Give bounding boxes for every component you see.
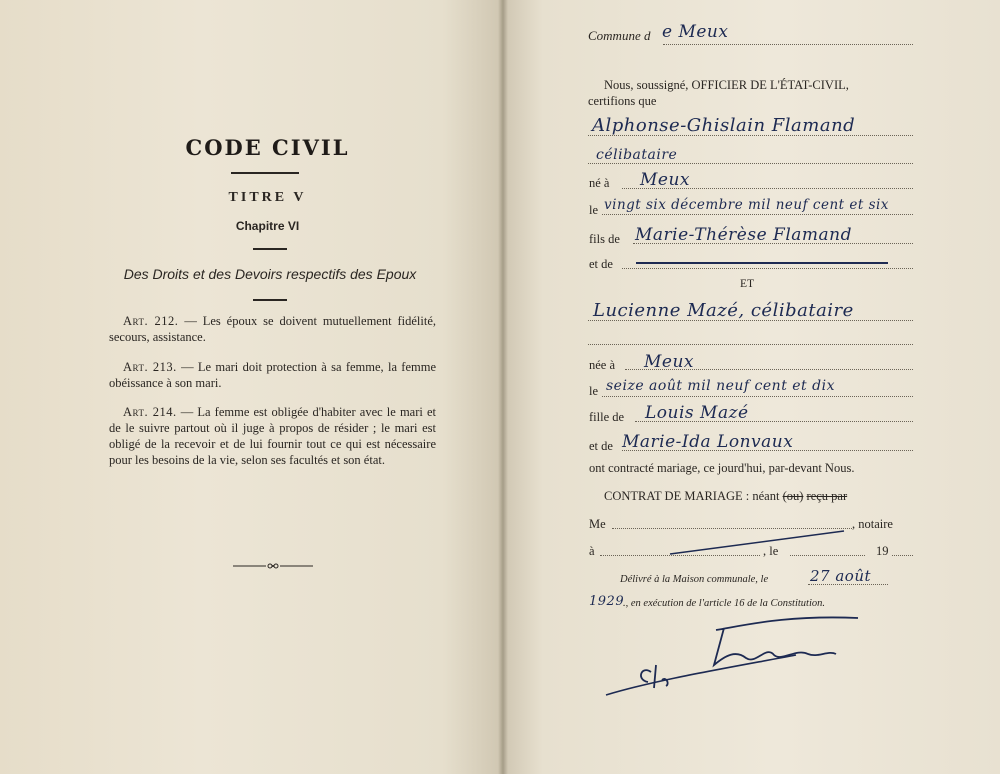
title-rule	[231, 172, 299, 174]
groom-name-line	[588, 135, 913, 136]
groom-birthdate-line	[602, 214, 913, 215]
contrat-date-line	[790, 555, 865, 556]
ornament-divider	[233, 560, 313, 572]
groom-name: Alphonse-Ghislain Flamand	[592, 115, 856, 136]
bride-birthplace: Meux	[644, 352, 695, 372]
delivre-date-line	[808, 584, 888, 585]
bride-name: Lucienne Mazé, célibataire	[593, 300, 854, 321]
groom-status: célibataire	[596, 147, 678, 163]
fils-de-label: fils de	[589, 232, 620, 246]
intro-line-2: certifions que	[588, 94, 657, 108]
groom-ne-label: né à	[589, 176, 610, 190]
bride-birthdate-line	[602, 396, 913, 397]
commune-line	[663, 44, 913, 45]
section-subtitle: Des Droits et des Devoirs respectifs des Epoux	[123, 266, 417, 282]
bride-birthdate: seize août mil neuf cent et dix	[606, 378, 835, 394]
delivre-date: 27 août	[810, 567, 872, 585]
fille-de-label: fille de	[589, 410, 625, 424]
bride-father: Louis Mazé	[645, 403, 749, 423]
bride-name-line	[588, 320, 913, 321]
officer-signature	[596, 610, 866, 710]
bride-father-line	[635, 421, 913, 422]
chapitre-rule	[253, 248, 287, 250]
bride-mother-line	[622, 450, 913, 451]
contrat-line: CONTRAT DE MARIAGE : néant (ou) reçu par	[604, 489, 848, 503]
intro-line-1: Nous, soussigné, OFFICIER DE L'ÉTAT-CIVIL,	[604, 78, 849, 92]
groom-et-de-label: et de	[589, 257, 613, 271]
et-separator: ET	[740, 278, 755, 290]
groom-status-line	[588, 163, 913, 164]
article-212: Art. 212. — Les époux se doivent mutuellement fidélité, secours, assistance.	[109, 314, 436, 344]
article-213: Art. 213. — Le mari doit protection à sa femme, la femme obéissance à son mari.	[109, 360, 436, 390]
groom-father-line	[622, 268, 913, 269]
chapitre-heading: Chapitre VI	[235, 219, 300, 233]
commune-value: e Meux	[662, 22, 729, 42]
book-gutter	[498, 0, 508, 774]
signature-text	[615, 668, 624, 669]
bride-extra-line	[588, 344, 913, 345]
article-214: Art. 214. — La femme est obligée d'habiter avec le mari et de le suivre partout où il juge à propos de résider ; le mari est obligé de la recevoir et de lui fournir tout ce qui est nécessaire pour les besoins de la vie, selon ses facultés et son état.	[109, 405, 436, 467]
groom-parent: Marie-Thérèse Flamand	[635, 225, 852, 245]
contrat-a-label: à	[589, 544, 595, 558]
groom-father-strike	[636, 262, 888, 264]
titre-heading: TITRE V	[228, 190, 307, 205]
bride-mother: Marie-Ida Lonvaux	[622, 432, 794, 452]
subtitle-rule	[253, 299, 287, 301]
delivre-label: Délivré à la Maison communale, le	[620, 574, 769, 585]
bride-et-de-label: et de	[589, 439, 613, 453]
code-civil-title: CODE CIVIL	[185, 135, 350, 160]
commune-label: Commune d	[588, 28, 651, 43]
contrat-year-prefix: 19	[876, 544, 889, 558]
contrat-le-label: , le	[763, 544, 779, 558]
bride-birthplace-line	[625, 369, 913, 370]
groom-le-label: le	[589, 203, 599, 217]
groom-birthplace: Meux	[640, 170, 691, 190]
groom-birthdate: vingt six décembre mil neuf cent et six	[604, 197, 889, 213]
bride-nee-label: née à	[589, 358, 616, 372]
contracted-line: ont contracté mariage, ce jourd'hui, par-devant Nous.	[589, 461, 855, 475]
bride-le-label: le	[589, 384, 599, 398]
groom-birthplace-line	[622, 188, 913, 189]
contrat-cancel-stroke	[668, 528, 848, 558]
groom-parent-line	[633, 243, 913, 244]
notaire-label: , notaire	[852, 517, 893, 531]
notaire-me-label: Me	[589, 517, 606, 531]
delivre-year: 1929	[589, 594, 625, 609]
contrat-year-line	[892, 555, 913, 556]
execution-line: ., en exécution de l'article 16 de la Constitution.	[623, 598, 825, 609]
